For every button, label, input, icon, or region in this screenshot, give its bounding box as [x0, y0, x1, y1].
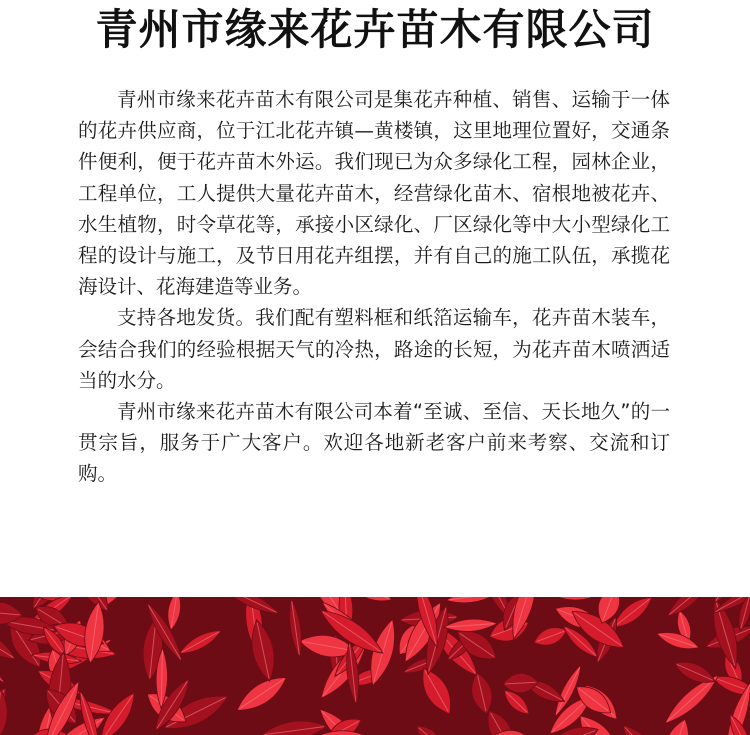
service-paragraph: 青州市缘来花卉苗木有限公司本着“至诚、至信、天长地久”的一贯宗旨，服务于广大客户。欢迎各地新老客户前来考察、交流和订购。	[78, 400, 670, 486]
red-leaf-plant-photo	[0, 597, 750, 735]
leaf-image	[0, 597, 750, 735]
shipping-paragraph: 支持各地发货。我们配有塑料框和纸箔运输车，花卉苗木装车，会结合我们的经验根据天气的冷热，路途的长短，为花卉苗木喷洒适当的水分。	[78, 306, 670, 392]
intro-paragraph: 青州市缘来花卉苗木有限公司是集花卉种植、销售、运输于一体的花卉供应商，位于江北花卉镇—黄楼镇，这里地理位置好，交通条件便利，便于花卉苗木外运。我们现已为众多绿化工程，园林企业，工程单位，工人提供大量花卉苗木，经营绿化苗木、宿根地被花卉、水生植物，时令草花等，承接小区绿化、厂区绿化等中大小型绿化工程的设计与施工，及节日用花卉组摆，并有自己的施工队伍，承揽花海设计、花海建造等业务。	[78, 88, 670, 299]
company-title: 青州市缘来花卉苗木有限公司	[95, 5, 655, 54]
company-description	[78, 84, 670, 490]
